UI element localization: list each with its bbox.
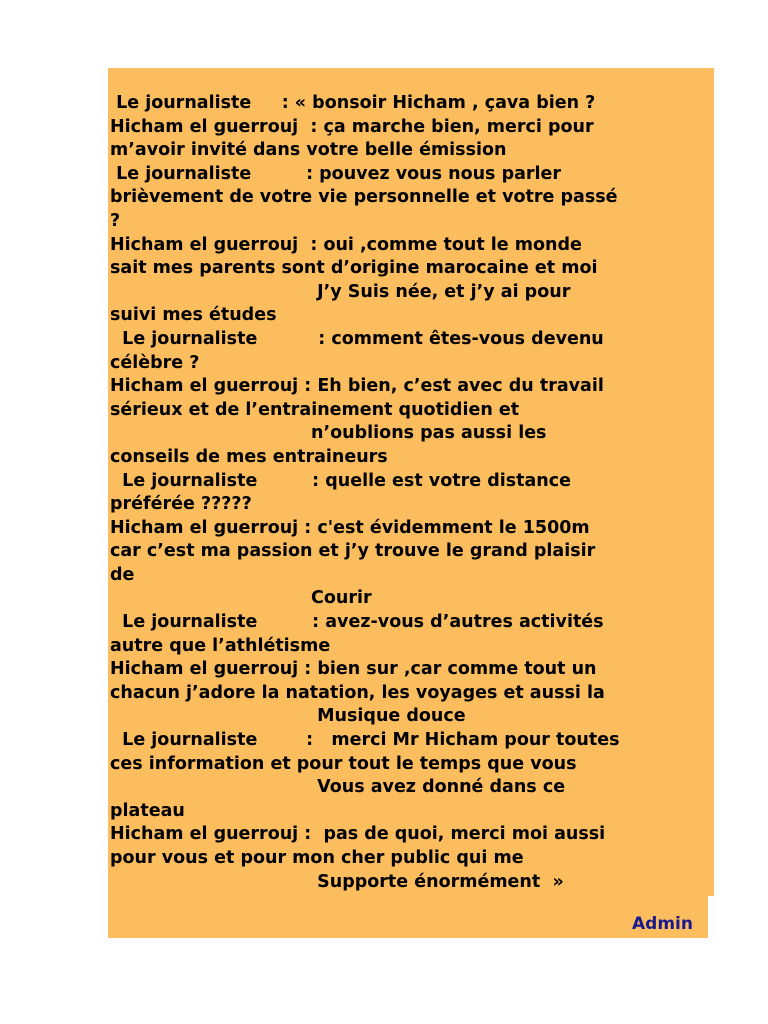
text-line: plateau (110, 800, 185, 821)
text-line: Le journaliste : « bonsoir Hicham , çava bien ? (110, 93, 596, 113)
text-line: ces information et pour tout le temps que vous (110, 753, 577, 774)
text-line: Musique douce (110, 706, 466, 727)
text-line: m’avoir invité dans votre belle émission (110, 140, 507, 161)
text-line: Hicham el guerrouj : oui ,comme tout le monde (110, 234, 582, 255)
text-line: de (110, 564, 135, 585)
text-line: préférée ????? (110, 494, 252, 515)
text-line: car c’est ma passion et j’y trouve le grand plaisir (110, 541, 596, 562)
text-line: n’oublions pas aussi les (110, 423, 547, 444)
text-line: Hicham el guerrouj : bien sur ,car comme tout un (110, 659, 597, 680)
text-line: Hicham el guerrouj : c'est évidemment le 1500m (110, 517, 590, 538)
text-line: Hicham el guerrouj : pas de quoi, merci moi aussi (110, 824, 606, 845)
text-line: Le journaliste : quelle est votre distance (110, 470, 572, 491)
text-line: Le journaliste : comment êtes-vous devenu (110, 328, 604, 349)
interview-text (110, 92, 710, 894)
text-line: Vous avez donné dans ce (110, 777, 566, 798)
text-line: Le journaliste : avez-vous d’autres activités (110, 612, 604, 633)
text-line: sérieux et de l’entrainement quotidien et (110, 399, 520, 420)
text-line: Courir (110, 588, 372, 609)
text-line: Hicham el guerrouj : ça marche bien, merci pour (110, 116, 594, 137)
panel-notch (708, 896, 716, 942)
text-line: brièvement de votre vie personnelle et votre passé (110, 187, 618, 208)
text-line: pour vous et pour mon cher public qui me (110, 848, 524, 868)
text-line: célèbre ? (110, 352, 200, 373)
text-line: Le journaliste : merci Mr Hicham pour toutes (110, 730, 620, 751)
text-line: J’y Suis née, et j’y ai pour (110, 281, 571, 302)
text-line: suivi mes études (110, 305, 277, 326)
text-line: conseils de mes entraineurs (110, 446, 388, 467)
text-line: chacun j’adore la natation, les voyages et aussi la (110, 682, 605, 703)
text-line: sait mes parents sont d’origine marocaine et moi (110, 258, 598, 279)
admin-signature: Admin (632, 914, 693, 934)
text-line: Supporte énormément » (110, 871, 564, 892)
text-line: Le journaliste : pouvez vous nous parler (110, 163, 562, 184)
text-line: Hicham el guerrouj : Eh bien, c’est avec du travail (110, 376, 604, 397)
text-line: autre que l’athlétisme (110, 635, 331, 656)
text-line: ? (110, 210, 121, 231)
